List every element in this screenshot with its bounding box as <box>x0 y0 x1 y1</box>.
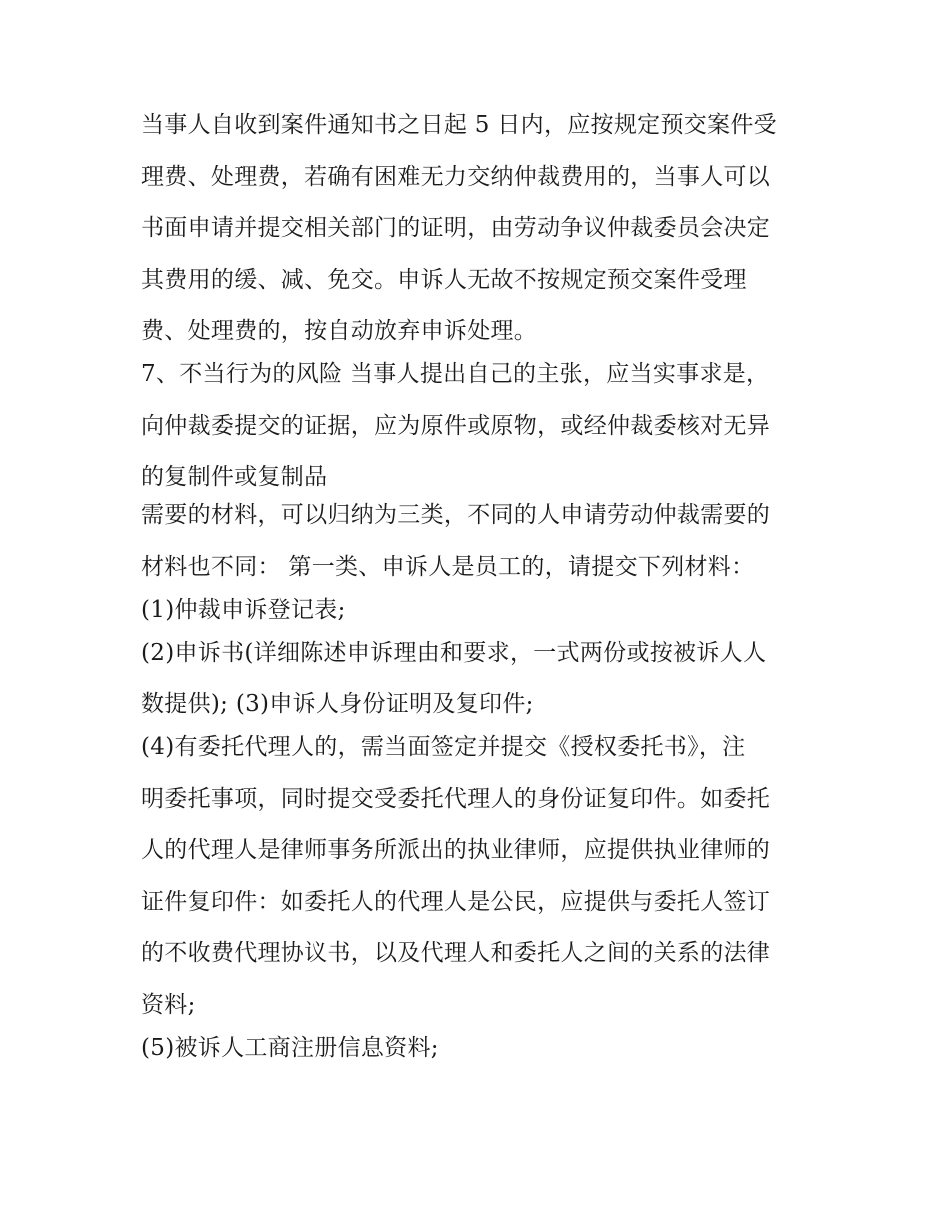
text-line: 资料; <box>141 991 196 1018</box>
text-line: 理费、处理费，若确有困难无力交纳仲裁费用的，当事人可以 <box>141 163 771 190</box>
text-line: 向仲裁委提交的证据，应为原件或原物，或经仲裁委核对无异 <box>141 412 771 439</box>
text-line: 人的代理人是律师事务所派出的执业律师，应提供执业律师的 <box>141 837 771 863</box>
text-line: 证件复印件：如委托人的代理人是公民，应提供与委托人签订 <box>141 888 771 915</box>
text-line: 7、不当行为的风险 当事人提出自己的主张，应当实事求是， <box>141 361 770 387</box>
list-item: 数提供); (3)申诉人身份证明及复印件; <box>141 691 534 717</box>
text-line: 费、处理费的，按自动放弃申诉处理。 <box>141 318 538 344</box>
list-item: (1)仲裁申诉登记表; <box>141 596 346 623</box>
text-line: 书面申请并提交相关部门的证明，由劳动争议仲裁委员会决定 <box>141 215 771 241</box>
document-body <box>141 108 821 1066</box>
text-line: 的不收费代理协议书，以及代理人和委托人之间的关系的法律 <box>141 940 771 966</box>
list-item: (5)被诉人工商注册信息资料; <box>141 1034 439 1061</box>
text-line: 需要的材料，可以归纳为三类，不同的人申请劳动仲裁需要的 <box>141 502 771 528</box>
list-item: (4)有委托代理人的，需当面签定并提交《授权委托书》，注 <box>141 734 746 760</box>
text-line: 材料也不同： 第一类、申诉人是员工的，请提交下列材料： <box>141 553 755 580</box>
text-line: 当事人自收到案件通知书之日起 5 日内，应按规定预交案件受 <box>141 112 777 138</box>
text-line: 的复制件或复制品 <box>141 464 328 490</box>
list-item: (2)申诉书(详细陈述申诉理由和要求，一式两份或按被诉人人 <box>141 639 767 666</box>
text-line: 明委托事项，同时提交受委托代理人的身份证复印件。如委托 <box>141 785 771 812</box>
text-line: 其费用的缓、减、免交。申诉人无故不按规定预交案件受理 <box>141 266 747 293</box>
